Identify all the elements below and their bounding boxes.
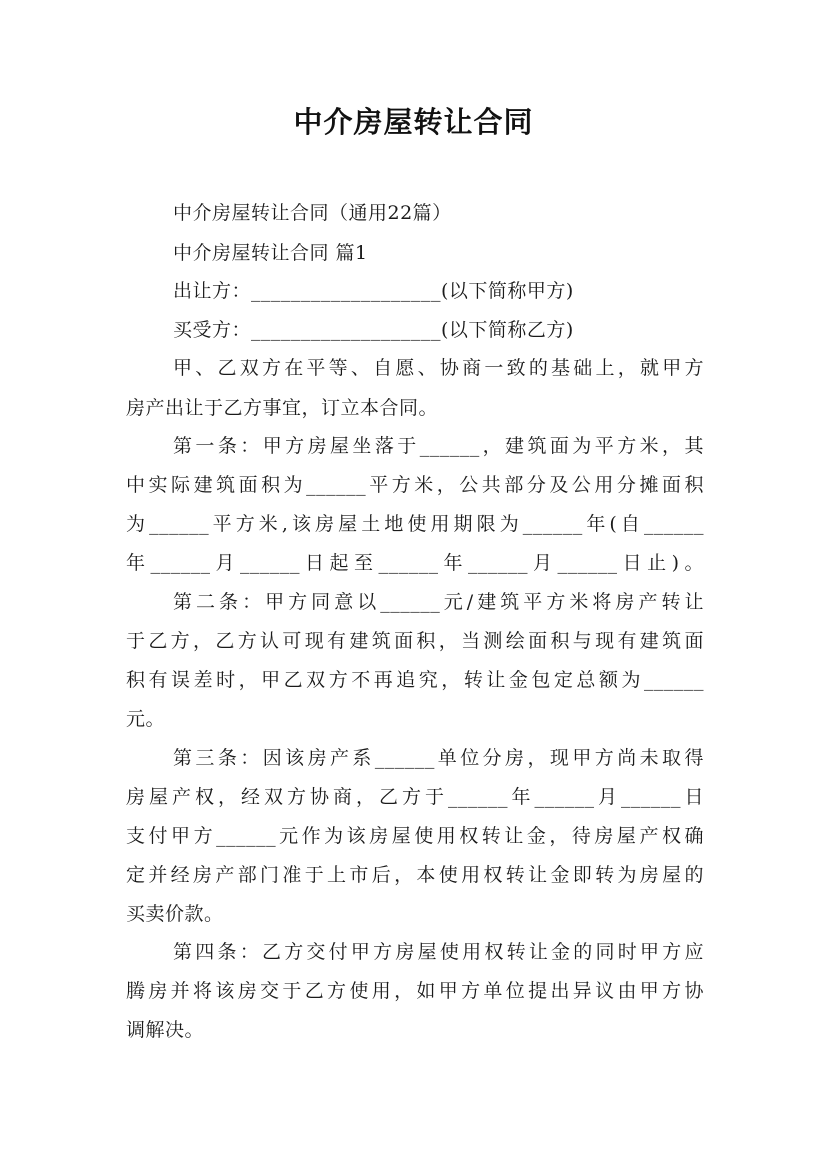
text-line: 积有误差时，甲乙双方不再追究，转让金包定总额为______ — [126, 669, 704, 691]
text-line: 于乙方，乙方认可现有建筑面积，当测绘面积与现有建筑面 — [126, 630, 704, 652]
text-line: 为______平方米,该房屋土地使用期限为______年(自______ — [126, 513, 704, 535]
text-line-subtitle: 中介房屋转让合同（通用22篇） — [173, 202, 452, 224]
text-line: 腾房并将该房交于乙方使用，如甲方单位提出异议由甲方协 — [126, 980, 704, 1002]
text-line: 支付甲方______元作为该房屋使用权转让金，待房屋产权确 — [126, 825, 704, 847]
text-line: 房产出让于乙方事宜，订立本合同。 — [126, 397, 439, 419]
text-line: 买卖价款。 — [126, 903, 224, 925]
text-line: 房屋产权，经双方协商，乙方于______年______月______日 — [126, 786, 704, 808]
text-line: 第一条：甲方房屋坐落于______，建筑面为平方米，其 — [173, 435, 704, 457]
text-line: 第三条：因该房产系______单位分房，现甲方尚未取得 — [173, 747, 704, 769]
text-line-seller: 出让方：___________________(以下简称甲方) — [173, 280, 574, 302]
text-line: 定并经房产部门准于上市后，本使用权转让金即转为房屋的 — [126, 864, 704, 886]
text-line-chapter: 中介房屋转让合同 篇1 — [173, 242, 368, 264]
text-line-buyer: 买受方：___________________(以下简称乙方) — [173, 319, 574, 341]
text-line: 第二条：甲方同意以______元/建筑平方米将房产转让 — [173, 591, 704, 613]
text-line: 中实际建筑面积为______平方米，公共部分及公用分摊面积 — [126, 474, 704, 496]
text-line: 元。 — [126, 708, 166, 730]
text-line: 第四条：乙方交付甲方房屋使用权转让金的同时甲方应 — [173, 941, 704, 963]
document-title: 中介房屋转让合同 — [293, 105, 534, 139]
text-line: 年______月______日起至______年______月______日止)。 — [126, 552, 704, 574]
text-line: 调解决。 — [126, 1019, 205, 1041]
text-line: 甲、乙双方在平等、自愿、协商一致的基础上，就甲方 — [173, 357, 704, 379]
